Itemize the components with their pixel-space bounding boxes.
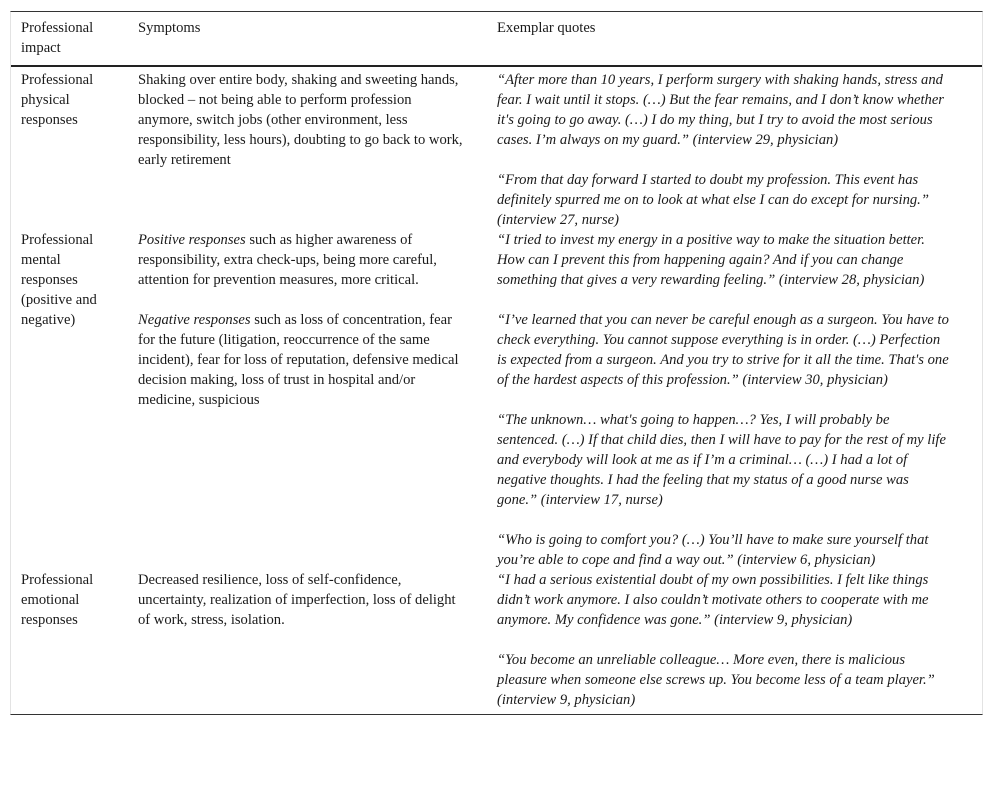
symptoms-cell-mental — [128, 230, 487, 570]
positive-responses-text: such as higher awareness of responsibility, extra check-ups, being more careful, attention for prevention measures, more critical. — [138, 232, 437, 288]
impact-cell-physical: Professional physical responses — [21, 72, 94, 128]
header-exemplar-quotes: Exemplar quotes — [487, 12, 982, 66]
table-header — [11, 12, 982, 66]
negative-responses — [138, 310, 469, 410]
quote: “I tried to invest my energy in a positive way to make the situation better. How can I prevent this from happening again? And if you can change something that gives a very rewarding feeling.” (interview 28, physician) — [497, 232, 925, 288]
impact-cell-mental: Professional mental responses (positive and negative) — [21, 232, 97, 328]
quote: “Who is going to comfort you? (…) You’ll have to make sure yourself that you’re able to cope and find a way out.” (interview 6, physician) — [497, 532, 929, 568]
symptoms-cell-emotional: Decreased resilience, loss of self-confidence, uncertainty, realization of imperfection, loss of delight of work, stress, isolation. — [138, 572, 456, 628]
impact-cell-emotional: Professional emotional responses — [21, 572, 94, 628]
quote: “From that day forward I started to doubt my profession. This event has definitely spurred me on to look at what else I can do except for nursing.” (interview 27, nurse) — [497, 172, 929, 228]
header-row — [11, 12, 982, 66]
symptoms-cell-physical: Shaking over entire body, shaking and sweeting hands, blocked – not being able to perform profession anymore, switch jobs (other environment, less responsibility, less hours), doubting to go back to work, early retirement — [138, 72, 463, 168]
negative-responses-label: Negative responses — [138, 312, 251, 328]
positive-responses-label: Positive responses — [138, 232, 246, 248]
table-row — [11, 230, 982, 570]
positive-responses — [138, 230, 469, 290]
quotes-cell-physical — [487, 66, 982, 230]
negative-responses-text: such as loss of concentration, fear for the future (litigation, reoccurrence of the same incident), fear for loss of reputation, defensive medical decision making, loss of trust in hospital and/or medicine, suspicious — [138, 312, 459, 408]
table-row — [11, 570, 982, 714]
header-professional-impact: Professional impact — [11, 12, 128, 66]
impact-table — [10, 11, 983, 715]
header-symptoms: Symptoms — [128, 12, 487, 66]
quote: “You become an unreliable colleague… More even, there is malicious pleasure when someone else screws up. You become less of a team player.” (interview 9, physician) — [497, 652, 935, 708]
quote: “The unknown… what's going to happen…? Yes, I will probably be sentenced. (…) If that child dies, then I will have to pay for the rest of my life and everybody will look at me as if I’m a criminal… (…) I had a lot of negative thoughts. I had the feeling that my status of a good nurse was gone.” (interview 17, nurse) — [497, 412, 946, 508]
table-row — [11, 66, 982, 230]
quote: “I’ve learned that you can never be careful enough as a surgeon. You have to check everything. You cannot suppose everything is in order. (…) Perfection is expected from a surgeon. And you try to strive for it all the time. That's one of the hardest aspects of this profession.” (interview 30, physician) — [497, 312, 949, 388]
table-body — [11, 66, 982, 714]
quote: “After more than 10 years, I perform surgery with shaking hands, stress and fear. I wait until it stops. (…) But the fear remains, and I don’t know whether it's going to go away. (…) I do my thing, but I try to avoid the most serious cases. I’m always on my guard.” (interview 29, physician) — [497, 72, 944, 148]
quotes-cell-emotional — [487, 570, 982, 714]
table — [11, 12, 982, 714]
quote: “I had a serious existential doubt of my own possibilities. I felt like things didn’t work anymore. I also couldn’t motivate others to cooperate with me anymore. My confidence was gone.” (interview 9, physician) — [497, 572, 929, 628]
quotes-cell-mental — [487, 230, 982, 570]
